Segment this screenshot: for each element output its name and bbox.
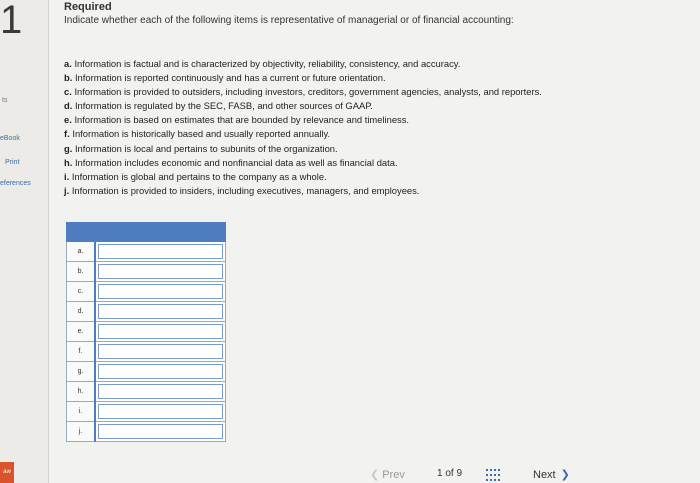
left-rail <box>0 0 49 483</box>
answer-row <box>67 302 226 322</box>
answer-cell <box>95 342 226 362</box>
answer-dropdown[interactable] <box>98 344 223 359</box>
answer-row-label: d. <box>67 302 96 322</box>
answer-row <box>67 262 226 282</box>
item-letter: c. <box>64 86 72 98</box>
answer-row <box>67 362 226 382</box>
item-letter: j. <box>64 184 70 196</box>
item-text: Information is reported continuously and has a current or future orientation. <box>74 72 386 84</box>
answer-cell <box>95 242 226 262</box>
answer-table-header-cell <box>67 223 226 242</box>
item-1 <box>64 71 542 85</box>
answer-cell <box>95 422 226 442</box>
item-letter: b. <box>64 72 73 84</box>
next-label: Next <box>533 469 556 481</box>
answer-row <box>67 382 226 402</box>
answer-row-label: e. <box>67 322 96 342</box>
answer-cell <box>95 382 226 402</box>
answer-dropdown[interactable] <box>98 364 223 379</box>
answer-row-label: g. <box>67 362 96 382</box>
answer-row <box>67 422 226 442</box>
item-letter: h. <box>64 156 73 168</box>
page-indicator <box>437 468 462 479</box>
answer-table <box>66 222 226 442</box>
answer-row-label: f. <box>67 342 96 362</box>
points-label: ts <box>2 97 8 104</box>
page-total: 9 <box>456 468 463 479</box>
answer-row-label: a. <box>67 242 96 262</box>
brand-badge[interactable]: aw <box>0 462 14 483</box>
page-current: 1 <box>437 468 443 479</box>
item-2 <box>64 85 542 99</box>
item-text: Information is regulated by the SEC, FASB, and other sources of GAAP. <box>74 100 373 112</box>
answer-cell <box>95 322 226 342</box>
answer-row-label: b. <box>67 262 96 282</box>
item-7 <box>64 156 542 170</box>
answer-row <box>67 282 226 302</box>
item-letter: f. <box>64 128 70 140</box>
item-list <box>64 57 542 198</box>
answer-dropdown[interactable] <box>98 384 223 399</box>
item-text: Information is factual and is characterized by objectivity, reliability, consistency, and accuracy. <box>74 58 461 69</box>
answer-dropdown[interactable] <box>98 304 223 319</box>
item-8 <box>64 170 542 184</box>
grid-icon[interactable] <box>486 469 500 482</box>
answer-dropdown[interactable] <box>98 264 223 279</box>
item-letter: i. <box>64 170 70 182</box>
answer-dropdown[interactable] <box>98 404 223 419</box>
item-text: Information is global and pertains to the company as a whole. <box>71 170 327 182</box>
page-of: of <box>445 468 454 479</box>
item-letter: e. <box>64 114 72 126</box>
answer-dropdown[interactable] <box>98 284 223 299</box>
answer-table-header <box>67 223 226 242</box>
question-number: 1 <box>0 0 23 42</box>
answer-cell <box>95 362 226 382</box>
item-letter: d. <box>64 100 73 112</box>
answer-dropdown[interactable] <box>98 244 223 259</box>
answer-row-label: h. <box>67 382 96 402</box>
answer-dropdown[interactable] <box>98 424 223 439</box>
answer-row <box>67 242 226 262</box>
prev-button[interactable] <box>370 468 405 481</box>
item-text: Information is provided to outsiders, including investors, creditors, government agencies, analysts, and reporters. <box>74 86 542 98</box>
chevron-right-icon: ❯ <box>560 469 570 481</box>
item-6 <box>64 142 542 156</box>
item-text: Information includes economic and nonfinancial data as well as financial data. <box>74 156 398 168</box>
item-letter: g. <box>64 142 73 154</box>
chevron-left-icon: ❮ <box>370 469 380 481</box>
item-text: Information is provided to insiders, including executives, managers, and employees. <box>71 184 420 196</box>
answer-cell <box>95 302 226 322</box>
item-text: Information is based on estimates that are bounded by relevance and timeliness. <box>74 114 410 126</box>
next-button[interactable] <box>533 468 570 481</box>
answer-row <box>67 342 226 362</box>
item-text: Information is local and pertains to subunits of the organization. <box>74 142 338 154</box>
answer-row-label: j. <box>67 422 96 442</box>
print-link[interactable]: Print <box>5 159 20 166</box>
answer-row <box>67 322 226 342</box>
answer-row-label: i. <box>67 402 96 422</box>
instruction-text: Indicate whether each of the following items is representative of managerial or of financial accounting: <box>64 15 514 26</box>
required-heading: Required <box>64 1 112 13</box>
answer-cell <box>95 402 226 422</box>
prev-label: Prev <box>382 469 405 481</box>
item-5 <box>64 127 542 141</box>
answer-dropdown[interactable] <box>98 324 223 339</box>
answer-cell <box>95 282 226 302</box>
item-3 <box>64 99 542 113</box>
item-4 <box>64 113 542 127</box>
references-link[interactable]: eferences <box>0 180 31 187</box>
answer-row-label: c. <box>67 282 96 302</box>
item-0 <box>64 57 542 71</box>
item-letter: a. <box>64 58 72 69</box>
answer-row <box>67 402 226 422</box>
ebook-link[interactable]: eBook <box>0 135 20 142</box>
answer-cell <box>95 262 226 282</box>
item-9 <box>64 184 542 198</box>
item-text: Information is historically based and usually reported annually. <box>72 128 331 140</box>
